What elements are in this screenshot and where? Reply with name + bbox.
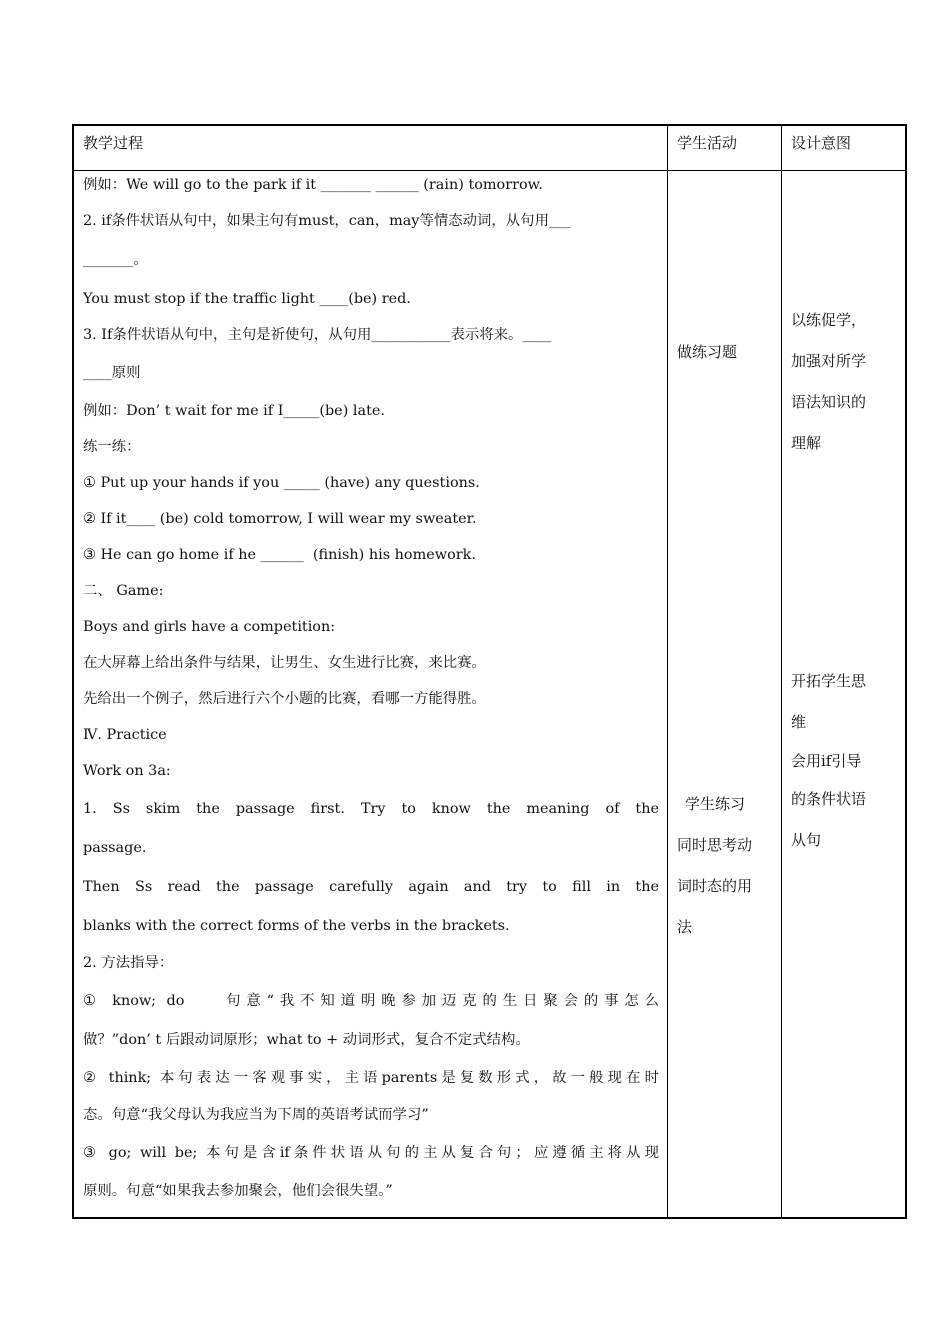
header-design-intent: 设计意图 xyxy=(782,125,907,171)
process-line: ③ He can go home if he ______ (finish) his homework. xyxy=(83,547,476,563)
process-line: 原则。句意“如果我去参加聚会，他们会很失望。” xyxy=(83,1183,393,1199)
intent-text: 语法知识的 xyxy=(791,393,867,411)
process-cell xyxy=(73,171,668,1219)
process-line: Work on 3a: xyxy=(83,763,171,779)
process-line: 做？”don’ t 后跟动词原形；what to + 动词形式，复合不定式结构。 xyxy=(83,1032,530,1048)
process-line: passage. xyxy=(83,840,147,856)
process-line: 在大屏幕上给出条件与结果，让男生、女生进行比赛，来比赛。 xyxy=(83,655,486,671)
intent-text: 会用if引导 xyxy=(791,752,862,770)
process-line: _______。 xyxy=(83,252,148,268)
process-line: 2. 方法指导： xyxy=(83,955,174,971)
process-line: ____原则 xyxy=(83,365,141,381)
design-intent-cell xyxy=(782,171,907,1219)
process-line: 例如：We will go to the park if it _______ ______ (rain) tomorrow. xyxy=(83,177,543,193)
intent-text: 从句 xyxy=(791,831,822,849)
process-line: Then Ss read the passage carefully again and try to fill in the xyxy=(83,879,659,895)
process-line: 练一练： xyxy=(83,439,141,455)
activity-text: 同时思考动 xyxy=(677,836,753,854)
process-line: ① know; do 句意“我不知道明晚参加迈克的生日聚会的事怎么 xyxy=(83,993,659,1009)
activity-text: 做练习题 xyxy=(677,343,738,361)
process-line: ③ go; will be; 本句是含if条件状语从句的主从复合句；应遵循主将从现 xyxy=(83,1145,659,1161)
process-line: 二、 Game: xyxy=(83,583,164,599)
intent-text: 以练促学， xyxy=(791,311,867,329)
process-line: Boys and girls have a competition: xyxy=(83,619,336,635)
intent-text: 理解 xyxy=(791,434,822,452)
process-line: You must stop if the traffic light ____(be) red. xyxy=(83,291,411,307)
process-line: 先给出一个例子，然后进行六个小题的比赛，看哪一方能得胜。 xyxy=(83,691,486,707)
intent-text: 开拓学生思 xyxy=(791,672,867,690)
header-student-activity: 学生活动 xyxy=(668,125,782,171)
process-line: 例如：Don’ t wait for me if I_____(be) late. xyxy=(83,403,385,419)
intent-text: 维 xyxy=(791,713,807,731)
process-line: 态。句意“我父母认为我应当为下周的英语考试而学习” xyxy=(83,1107,429,1123)
intent-text: 加强对所学 xyxy=(791,352,867,370)
lesson-plan-table xyxy=(72,124,907,1219)
student-activity-cell xyxy=(668,171,782,1219)
activity-text: 法 xyxy=(677,918,693,936)
process-line: ② think; 本句表达一客观事实，主语parents是复数形式，故一般现在时 xyxy=(83,1070,659,1086)
activity-text: 词时态的用 xyxy=(677,877,753,895)
process-line: 3. If条件状语从句中，主句是祈使句，从句用___________表示将来。____ xyxy=(83,327,552,343)
content-row xyxy=(73,171,906,1219)
process-line: 1. Ss skim the passage first. Try to know the meaning of the xyxy=(83,801,659,817)
intent-text: 的条件状语 xyxy=(791,790,867,808)
header-process: 教学过程 xyxy=(73,125,668,171)
activity-text: 学生练习 xyxy=(685,795,746,813)
process-line: Ⅳ. Practice xyxy=(83,727,167,743)
process-line: blanks with the correct forms of the verbs in the brackets. xyxy=(83,918,510,934)
process-line: 2. if条件状语从句中，如果主句有must，can，may等情态动词，从句用___ xyxy=(83,213,571,229)
process-line: ② If it____ (be) cold tomorrow, I will wear my sweater. xyxy=(83,511,477,527)
process-line: ① Put up your hands if you _____ (have) any questions. xyxy=(83,475,480,491)
header-row xyxy=(73,125,906,171)
